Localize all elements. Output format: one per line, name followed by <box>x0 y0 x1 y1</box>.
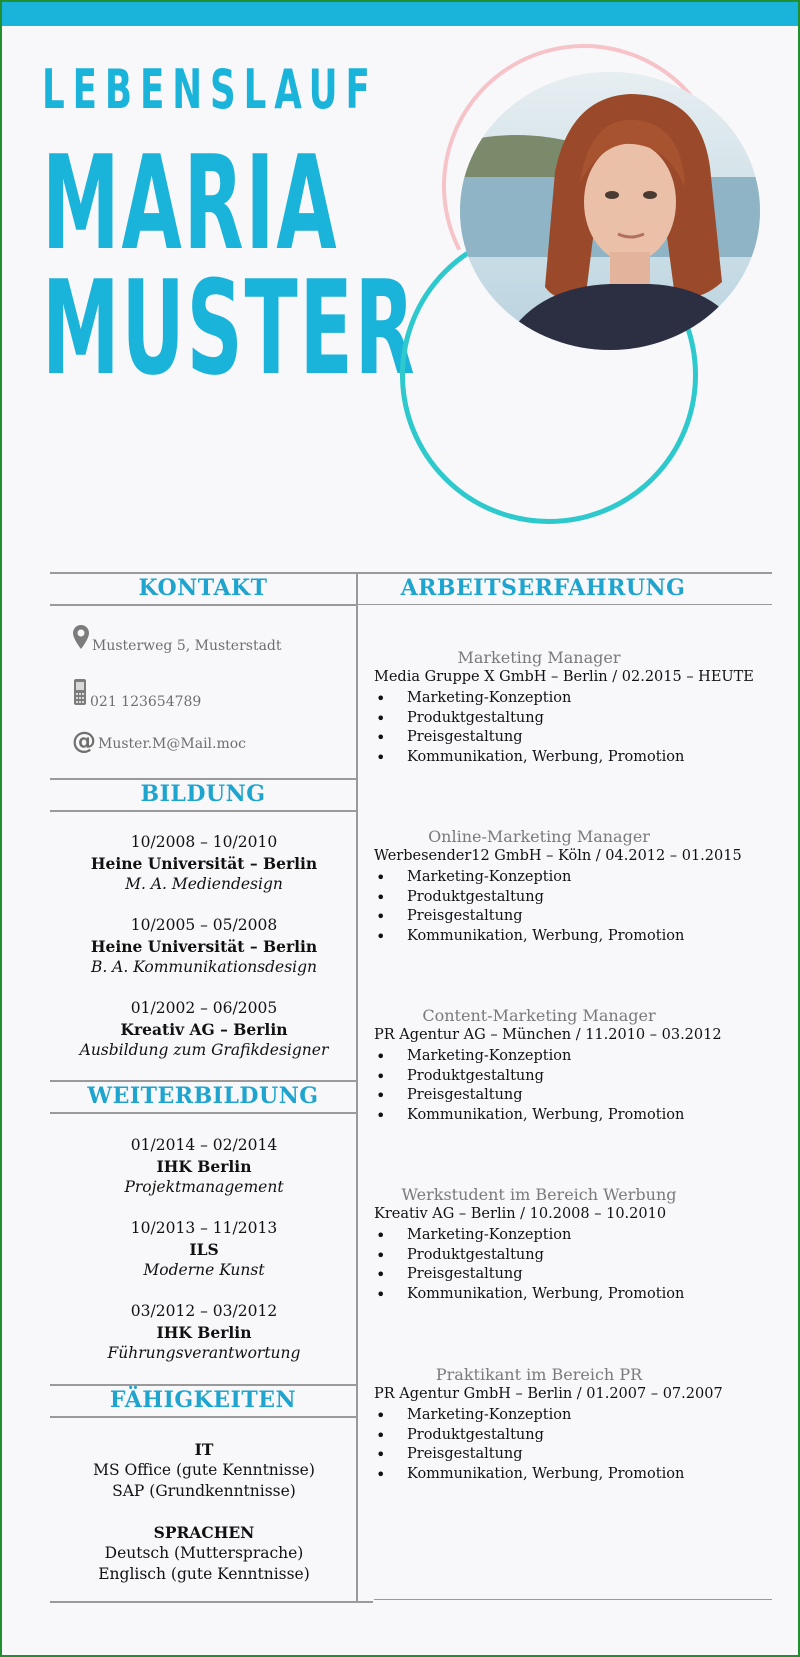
education-degree: Ausbildung zum Grafikdesigner <box>79 1041 329 1059</box>
education-dates: 01/2002 – 06/2005 <box>130 999 278 1017</box>
job-task: • Preisgestaltung <box>374 1445 764 1465</box>
job-task: • Marketing-Konzeption <box>374 689 764 709</box>
bildung-underline <box>50 810 356 812</box>
job-task: • Preisgestaltung <box>374 728 764 748</box>
job-entry <box>374 1185 764 1304</box>
skills-heading: FÄHIGKEITEN <box>109 1387 297 1413</box>
weiterbildung-topline <box>50 1080 356 1082</box>
education-institution: Heine Universität – Berlin <box>90 937 318 956</box>
job-task: • Produktgestaltung <box>374 888 764 908</box>
skills-block <box>52 1439 356 1585</box>
job-company: PR Agentur GmbH – Berlin / 01.2007 – 07.2007 <box>374 1386 723 1402</box>
contact-address <box>72 624 282 654</box>
training-topic: Projektmanagement <box>124 1178 284 1196</box>
skills-it-heading: IT <box>194 1440 214 1459</box>
experience-underline <box>358 604 772 605</box>
faehigkeiten-underline <box>50 1416 356 1418</box>
map-pin-icon <box>72 624 90 654</box>
training-topic: Führungsverantwortung <box>107 1344 301 1362</box>
skill-item: SAP (Grundkenntnisse) <box>112 1482 296 1500</box>
job-company: Media Gruppe X GmbH – Berlin / 02.2015 – HEUTE <box>374 669 754 685</box>
job-task: • Kommunikation, Werbung, Promotion <box>374 1465 764 1485</box>
contact-phone <box>72 678 201 710</box>
phone-text: 021 123654789 <box>90 694 202 710</box>
job-company: Werbesender12 GmbH – Köln / 04.2012 – 01.2015 <box>374 848 742 864</box>
job-task-list <box>374 1406 764 1484</box>
weiterbildung-underline <box>50 1112 356 1114</box>
language-item: Englisch (gute Kenntnisse) <box>98 1565 310 1583</box>
job-task: • Marketing-Konzeption <box>374 1047 764 1067</box>
training-institution: ILS <box>189 1240 219 1259</box>
training-entry <box>52 1135 356 1198</box>
job-task-list <box>374 1226 764 1304</box>
job-title: Content-Marketing Manager <box>422 1006 656 1025</box>
training-heading: WEITERBILDUNG <box>87 1083 319 1109</box>
job-title: Online-Marketing Manager <box>428 827 650 846</box>
email-text: Muster.M@Mail.moc <box>98 736 247 752</box>
kontakt-underline <box>50 604 356 606</box>
job-entry <box>374 1006 764 1125</box>
language-item: Deutsch (Muttersprache) <box>104 1544 304 1562</box>
job-task-list <box>374 689 764 767</box>
education-entry <box>52 998 356 1061</box>
job-title: Marketing Manager <box>457 648 621 667</box>
address-text: Musterweg 5, Musterstadt <box>92 638 282 654</box>
training-dates: 10/2013 – 11/2013 <box>130 1219 278 1237</box>
bildung-topline <box>50 778 356 780</box>
job-task: • Marketing-Konzeption <box>374 868 764 888</box>
profile-photo <box>460 72 760 350</box>
right-bottom-line <box>374 1599 772 1600</box>
top-accent-bar <box>2 2 798 26</box>
education-institution: Heine Universität – Berlin <box>90 854 318 873</box>
training-institution: IHK Berlin <box>156 1323 252 1342</box>
education-degree: M. A. Mediendesign <box>125 875 283 893</box>
job-task-list <box>374 1047 764 1125</box>
job-task: • Kommunikation, Werbung, Promotion <box>374 1285 764 1305</box>
column-divider <box>356 572 358 1602</box>
last-name: MUSTER <box>42 252 417 404</box>
job-company: PR Agentur AG – München / 11.2010 – 03.2012 <box>374 1027 722 1043</box>
job-task: • Produktgestaltung <box>374 1246 764 1266</box>
education-dates: 10/2008 – 10/2010 <box>130 833 278 851</box>
training-entry <box>52 1218 356 1281</box>
education-institution: Kreativ AG – Berlin <box>120 1020 288 1039</box>
training-dates: 03/2012 – 03/2012 <box>130 1302 278 1320</box>
education-degree: B. A. Kommunikationsdesign <box>90 958 318 976</box>
faehigkeiten-topline <box>50 1384 356 1386</box>
skills-languages-heading: SPRACHEN <box>153 1523 255 1542</box>
job-title: Praktikant im Bereich PR <box>435 1365 643 1384</box>
left-bottom-line <box>50 1601 373 1603</box>
education-entry <box>52 915 356 978</box>
skill-item: MS Office (gute Kenntnisse) <box>93 1461 315 1479</box>
job-task: • Kommunikation, Werbung, Promotion <box>374 748 764 768</box>
job-title: Werkstudent im Bereich Werbung <box>401 1185 677 1204</box>
job-task: • Produktgestaltung <box>374 1426 764 1446</box>
job-company: Kreativ AG – Berlin / 10.2008 – 10.2010 <box>374 1206 667 1222</box>
contact-email <box>72 727 247 755</box>
at-sign-icon: @ <box>72 727 96 755</box>
section-divider-top <box>50 572 772 574</box>
job-task: • Preisgestaltung <box>374 1086 764 1106</box>
training-topic: Moderne Kunst <box>143 1261 265 1279</box>
contact-heading: KONTAKT <box>138 575 268 601</box>
training-entry <box>52 1301 356 1364</box>
training-dates: 01/2014 – 02/2014 <box>130 1136 278 1154</box>
job-task: • Produktgestaltung <box>374 709 764 729</box>
first-name: MARIA <box>42 127 339 279</box>
job-task: • Marketing-Konzeption <box>374 1226 764 1246</box>
experience-heading: ARBEITSERFAHRUNG <box>400 575 686 601</box>
job-task: • Preisgestaltung <box>374 907 764 927</box>
mobile-phone-icon <box>72 678 88 710</box>
document-title: LEBENSLAUF <box>42 58 378 121</box>
job-entry <box>374 648 764 767</box>
education-dates: 10/2005 – 05/2008 <box>130 916 278 934</box>
job-entry <box>374 1365 764 1484</box>
job-task: • Kommunikation, Werbung, Promotion <box>374 927 764 947</box>
education-entry <box>52 832 356 895</box>
job-entry <box>374 827 764 946</box>
job-task-list <box>374 868 764 946</box>
job-task: • Produktgestaltung <box>374 1067 764 1087</box>
education-heading: BILDUNG <box>140 781 266 807</box>
job-task: • Preisgestaltung <box>374 1265 764 1285</box>
training-institution: IHK Berlin <box>156 1157 252 1176</box>
job-task: • Kommunikation, Werbung, Promotion <box>374 1106 764 1126</box>
job-task: • Marketing-Konzeption <box>374 1406 764 1426</box>
